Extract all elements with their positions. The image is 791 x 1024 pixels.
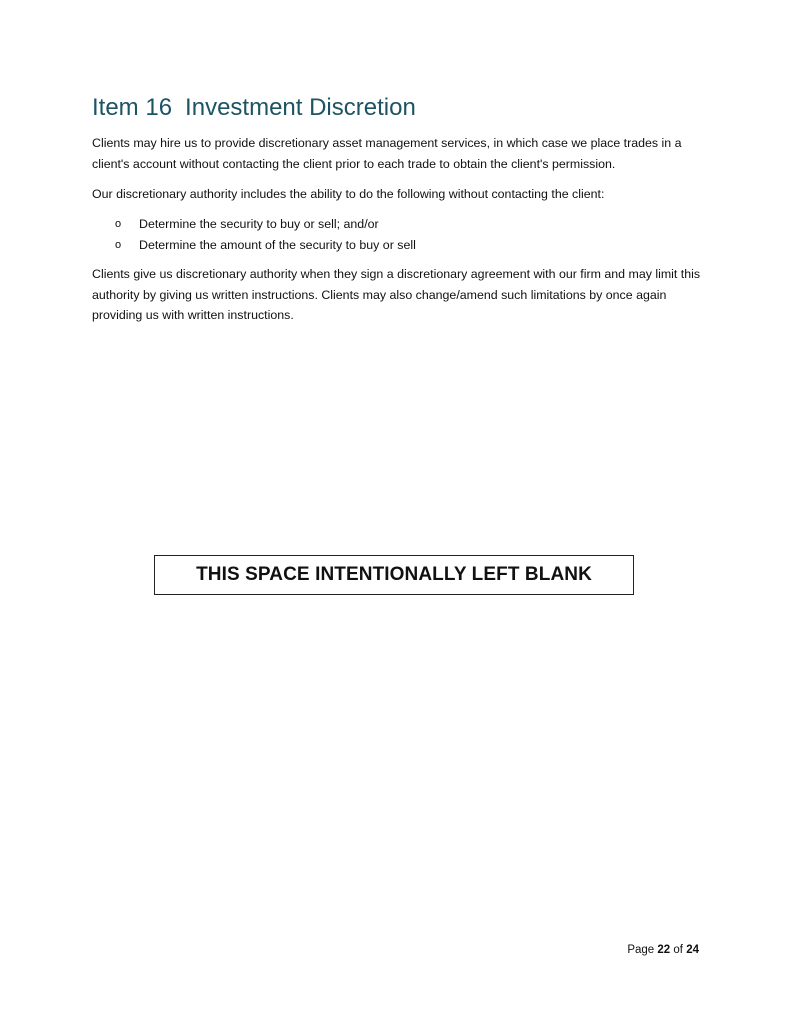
blank-space-text: THIS SPACE INTENTIONALLY LEFT BLANK [196, 564, 592, 585]
section-number: Item 16 [92, 94, 173, 121]
list-item [92, 214, 707, 235]
section-heading [92, 92, 416, 124]
page-number-footer [627, 944, 699, 956]
list-item [92, 235, 707, 256]
page-label: Page [627, 944, 655, 956]
current-page-number: 22 [657, 944, 671, 956]
section-title: Investment Discretion [185, 94, 416, 121]
paragraph-discretionary-services: Clients may hire us to provide discretionary asset management services, in which case we place trades in a client's account without contacting the client prior to each trade to obtain the client's permission. [92, 136, 682, 171]
blank-space-notice [154, 555, 634, 595]
of-label: of [673, 944, 683, 956]
paragraph-authority-limits: Clients give us discretionary authority when they sign a discretionary agreement with our firm and may limit this authority by giving us written instructions. Clients may also change/amend such limitations by once again providing us with written instructions. [92, 267, 701, 322]
bullet-marker: o [115, 238, 122, 251]
bullet-marker: o [115, 218, 122, 230]
authority-list [92, 214, 707, 255]
paragraph-authority-intro: Our discretionary authority includes the ability to do the following without contacting the client: [92, 187, 605, 201]
list-item-text: Determine the amount of the security to buy or sell [139, 237, 416, 252]
list-item-text: Determine the security to buy or sell; and/or [139, 217, 379, 231]
total-pages-number: 24 [686, 944, 699, 956]
